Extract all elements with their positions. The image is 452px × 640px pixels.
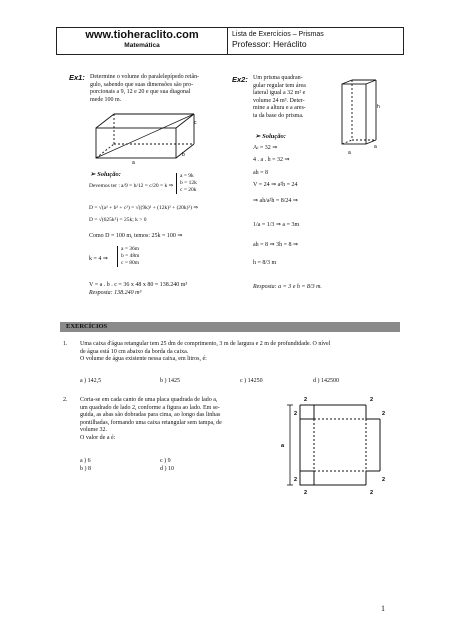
- q2-label-2: 2: [294, 411, 298, 417]
- ex1-label-b: b: [182, 152, 185, 158]
- ex1-solution-title-text: Solução:: [97, 171, 121, 178]
- ex2-step: h = 8/3 m: [253, 260, 277, 266]
- q2-text-line: volume 32.: [80, 427, 107, 434]
- ex1-diagonal-line2: D = √(625k²) = 25k; k > 0: [89, 217, 147, 223]
- ex2-statement-line: lateral igual a 32 m² e: [253, 90, 306, 97]
- ex2-prism-figure: [334, 78, 389, 160]
- ex1-solution-title: ➢ Solução:: [90, 171, 121, 178]
- q2-text-line: pontilhadas, formando uma caixa retangular sem tampa, de: [80, 419, 222, 426]
- ex2-step: Aₗ = 32 ⇒: [253, 145, 278, 151]
- page-number: 1: [381, 604, 385, 613]
- list-title: Lista de Exercícios – Prismas: [232, 31, 324, 38]
- ex1-system-line: b = 12k: [180, 180, 197, 186]
- q2-text-line: um quadrado de lado 2, conforme a figura ao lado. Em se-: [80, 404, 220, 411]
- q2-label-2: 2: [294, 477, 298, 483]
- ex1-diagonal-line1: D = √(a² + b² + c²) = √((9k)² + (12k)² + (20k)²) ⇒: [89, 205, 198, 211]
- ex1-value-line: c = 80m: [121, 260, 140, 266]
- ex1-statement-line: Determine o volume do paralelepípedo retân-: [90, 74, 200, 80]
- exercicios-title: EXERCÍCIOS: [66, 323, 108, 330]
- q2-option[interactable]: b ) 8: [80, 466, 91, 472]
- ex2-step: V = 24 ⇒ a²h = 24: [253, 182, 298, 188]
- exercicios-band: [60, 322, 400, 332]
- q2-label-2: 2: [304, 490, 308, 496]
- q2-plate-figure: [278, 395, 396, 497]
- header-right: [232, 28, 402, 54]
- ex1-ratio: a/9 = b/12 = c/20 = k ⇒: [121, 183, 174, 189]
- ex1-value-line: b = 48m: [121, 253, 140, 259]
- ex1-devemos: Devemos ter :: [89, 183, 120, 189]
- ex1-statement: [90, 74, 225, 104]
- q1-number: 1.: [63, 341, 68, 347]
- ex1-system-line: a = 9k: [180, 173, 194, 179]
- q1-text: [80, 341, 400, 364]
- ex2-step: ah = 8: [253, 170, 269, 176]
- ex2-statement-line: mine a altura e a ares-: [253, 105, 306, 112]
- q1-text-line: O volume de água existente nessa caixa, em litros, é:: [80, 356, 207, 363]
- q2-text: [80, 397, 275, 443]
- q2-text-line: O valor de a é:: [80, 434, 116, 441]
- ex1-system: [176, 173, 197, 194]
- q2-text-line: guida, as abas são dobradas para cima, ao longo das linhas: [80, 412, 221, 419]
- q2-label-2: 2: [382, 411, 386, 417]
- professor-name: Professor: Heráclito: [232, 39, 307, 49]
- q2-option[interactable]: a ) 6: [80, 458, 91, 464]
- ex2-answer: Resposta: a = 3 e h = 8/3 m.: [253, 284, 322, 290]
- ex1-statement-line: gulo, sabendo que suas dimensões são pro-: [90, 81, 194, 88]
- site-url[interactable]: www.tioheraclito.com: [85, 29, 199, 41]
- ex2-step: 4 . a . h = 32 ⇒: [253, 157, 290, 163]
- q1-option[interactable]: b ) 1425: [160, 378, 180, 384]
- ex1-box-figure: [86, 110, 211, 165]
- ex1-label-a: a: [132, 160, 135, 165]
- ex2-statement-line: gular regular tem área: [253, 82, 306, 89]
- ex2-statement-line: Um prisma quadran-: [253, 75, 303, 81]
- ex2-label-a-bottom: a: [348, 150, 351, 156]
- q2-option[interactable]: d ) 10: [160, 466, 174, 472]
- ex2-statement-line: volume 24 m³. Deter-: [253, 97, 305, 104]
- q2-label-2: 2: [304, 397, 308, 403]
- ex1-value-line: a = 36m: [121, 246, 140, 252]
- ex2-step: ⇒ ah/a²h = 8/24 ⇒: [253, 198, 298, 204]
- q2-number: 2.: [63, 397, 68, 403]
- ex2-solution-title: ➢ Solução:: [255, 133, 286, 140]
- subject: Matemática: [124, 42, 160, 49]
- page-header: [56, 27, 404, 55]
- q2-label-2: 2: [370, 397, 374, 403]
- q1-text-line: de água está 10 cm abaixo da borda da caixa.: [80, 348, 189, 355]
- ex2-statement: [253, 75, 338, 121]
- ex1-k-line: k = 4 ⇒: [89, 256, 108, 262]
- ex2-statement-line: ta da base do prisma.: [253, 112, 304, 119]
- ex1-como: Como D = 100 m, temos: 25k = 100 ⇒: [89, 233, 183, 239]
- ex2-step: ah = 8 ⇒ 3h = 8 ⇒: [253, 242, 298, 248]
- ex1-label: Ex1:: [69, 73, 85, 82]
- q2-option[interactable]: c ) 9: [160, 458, 171, 464]
- q1-option[interactable]: c ) 14250: [240, 378, 263, 384]
- header-left: [57, 28, 228, 54]
- ex1-statement-line: porcionais a 9, 12 e 20 e que sua diagonal: [90, 89, 191, 96]
- ex1-system-line: c = 20k: [180, 187, 197, 193]
- ex2-label-h: h: [377, 104, 380, 110]
- ex1-statement-line: mede 100 m.: [90, 96, 122, 103]
- ex2-label-a-side: a: [374, 144, 377, 150]
- q1-option[interactable]: a ) 142,5: [80, 378, 102, 384]
- ex2-step: 1/a = 1/3 ⇒ a = 3m: [253, 222, 300, 228]
- ex1-volume: V = a . b . c = 36 x 48 x 80 = 138.240 m³: [89, 282, 188, 288]
- ex2-solution-title-text: Solução:: [262, 133, 286, 140]
- q2-label-2: 2: [382, 477, 386, 483]
- ex1-label-c: c: [194, 120, 197, 126]
- q1-option[interactable]: d ) 142500: [313, 378, 339, 384]
- ex2-label: Ex2:: [232, 75, 248, 84]
- ex1-answer: Resposta: 138.240 m³: [89, 290, 142, 296]
- q2-text-line: Corta-se em cada canto de uma placa quadrada de lado a,: [80, 397, 218, 403]
- q2-label-2: 2: [370, 490, 374, 496]
- ex1-values: [117, 246, 139, 267]
- q2-label-a: a: [281, 443, 285, 449]
- q1-text-line: Uma caixa d'água retangular tem 25 dm de comprimento, 3 m de largura e 2 m de profundidade. O nível: [80, 341, 331, 347]
